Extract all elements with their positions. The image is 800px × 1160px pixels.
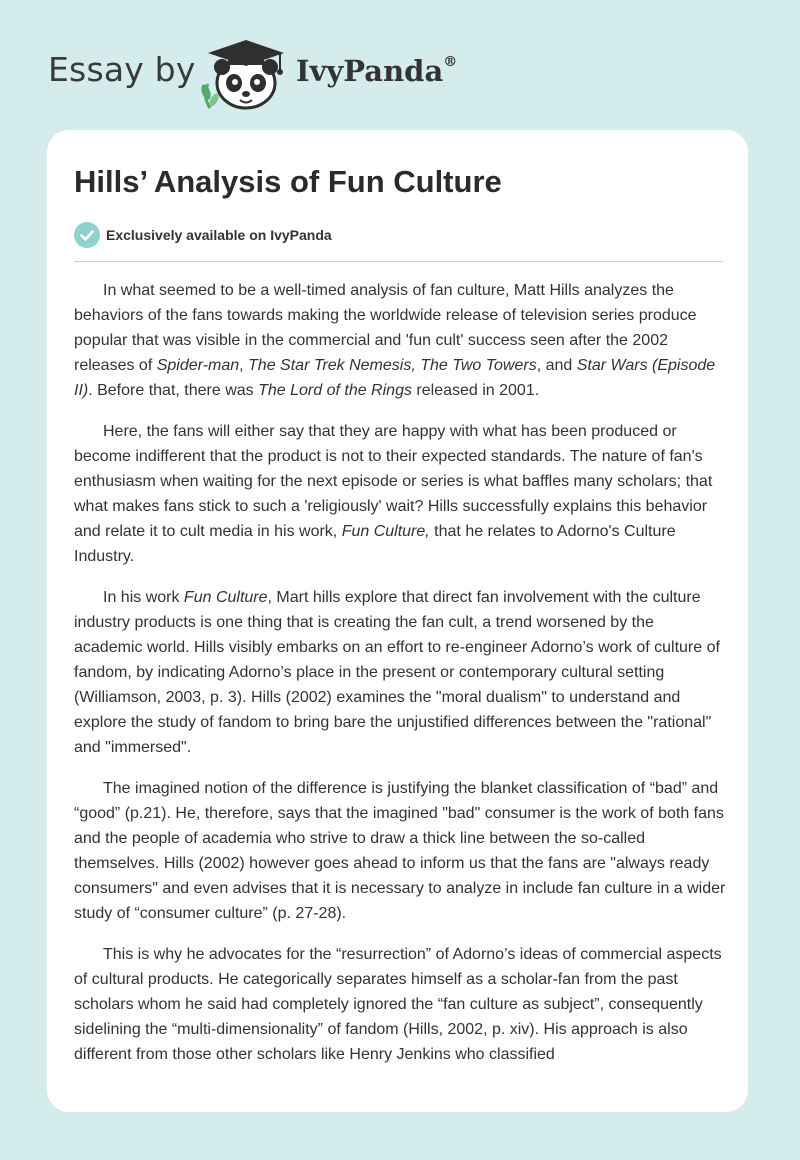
check-circle-icon [74,222,100,248]
paragraph-text: This is why he advocates for the “resurrection” of Adorno’s ideas of commercial aspects of cultural products. He categorically separates himself as a scholar-fan from the past scholars whom he said had completely ignored the “fan culture as subject”, consequently sidelining the “multi-dimensionality” of fandom (Hills, 2002, p. xiv). His approach is also different from those other scholars like Henry Jenkins who classified [74,946,722,1063]
paragraph-text: released in 2001. [411,382,540,399]
divider [74,261,723,262]
paragraph-text: In his work [103,589,184,606]
italic-title-text: The Lord of the Rings [258,382,412,399]
italic-title-text: The Star Trek Nemesis, The Two Towers [248,357,537,374]
paragraph-text: . Before that, there was [88,382,259,399]
italic-title-text: Fun Culture [183,589,268,606]
paragraph-text: , [239,357,249,374]
paragraph [74,942,726,1067]
essay-title: Hills’ Analysis of Fun Culture [74,164,502,199]
paragraph-text: , Mart hills explore that direct fan involvement with the culture industry products is one thing that is creating the fan cult, a trend worsened by the academic world. Hills visibly embarks on an effort to re-engineer Adorno’s work of culture of fandom, by indicating Adorno’s place in the present or contemporary cultural setting (Williamson, 2003, p. 3). Hills (2002) examines the "moral dualism" to understand and explore the study of fandom to bring bare the unjustified differences between the "rational" and "immersed". [74,589,720,756]
paragraph [74,278,726,403]
registered-mark: ® [443,54,458,71]
paragraph [74,776,726,926]
essay-card [47,130,748,1112]
paragraph [74,585,726,760]
paragraph-text: Here, the fans will either say that they are happy with what has been produced or become indifferent that the product is not to their expected standards. The nature of fan's enthusiasm when waiting for the next episode or series is what baffles many scholars; that what makes fans stick to such a 'religiously' wait? Hills successfully explains this behavior and relate it to cult media in his work, [74,423,713,540]
paragraph-text: that he relates to Adorno's Culture Industry. [74,523,676,565]
essay-by-label: Essay by [48,50,196,89]
exclusive-badge [74,222,332,248]
italic-title-text: Fun Culture, [341,523,430,540]
italic-title-text: Star Wars (Episode II) [74,357,716,399]
italic-title-text: Spider-man [156,357,240,374]
exclusive-text: Exclusively available on IvyPanda [106,227,332,243]
paragraph-text: The imagined notion of the difference is justifying the blanket classification of “bad” and “good” (p.21). He, therefore, says that the imagined "bad" consumer is the work of both fans and the people of academia who strive to draw a thick line between the so-called themselves. Hills (2002) however goes ahead to inform us that the fans are "always ready consumers" and even advises that it is necessary to analyze in include fan culture in a wider study of “consumer culture” (p. 27-28). [74,780,726,922]
essay-body [74,278,726,1083]
brand-text: IvyPanda [296,54,444,88]
paragraph-text: , and [536,357,577,374]
paragraph-text: In what seemed to be a well-timed analysis of fan culture, Matt Hills analyzes the behaviors of the fans towards making the worldwide release of television series produce popular that was visible in the commercial and 'fun cult' success seen after the 2002 releases of [74,282,697,374]
panda-graduate-icon[interactable] [200,36,292,117]
site-header [48,36,488,112]
paragraph [74,419,726,569]
brand-name[interactable] [296,54,457,88]
